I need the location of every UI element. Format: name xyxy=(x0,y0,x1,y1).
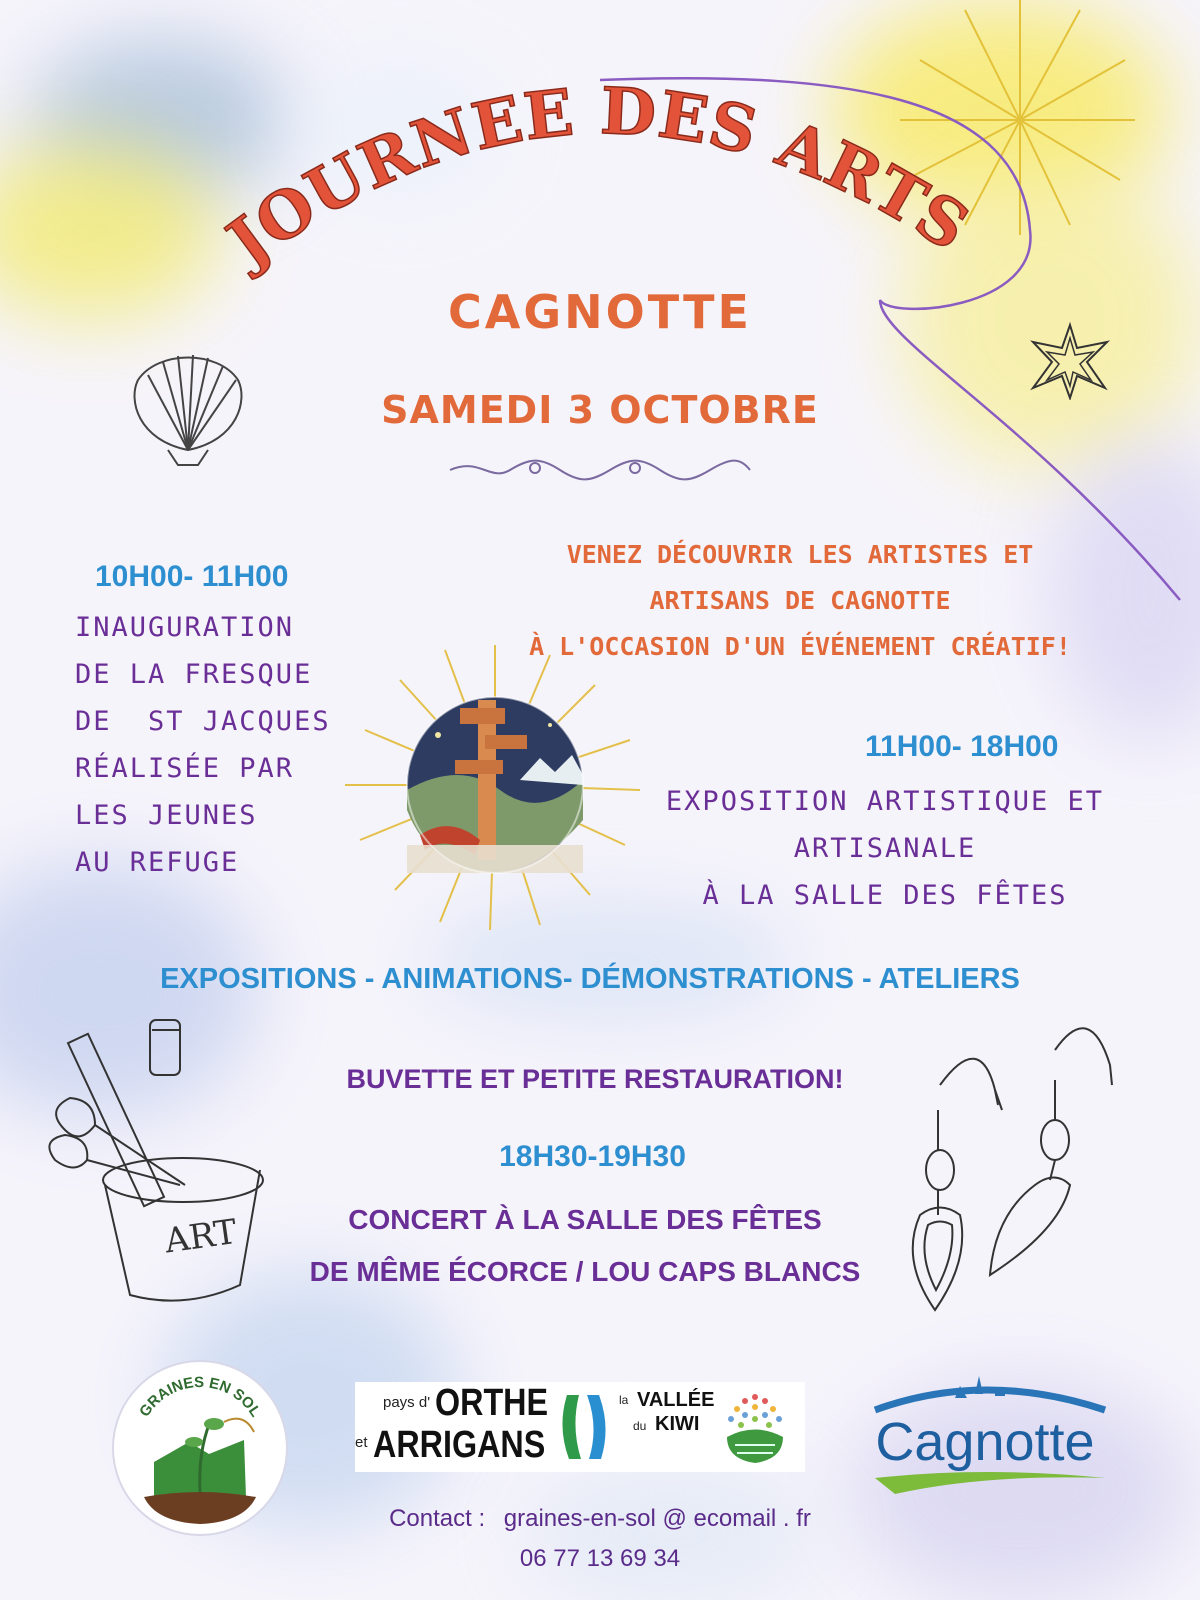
contact-line xyxy=(0,1505,1200,1533)
slot1-time: 10H00- 11H00 xyxy=(95,560,289,593)
partner-logos-strip xyxy=(355,1382,805,1472)
mural-medallion xyxy=(340,640,650,930)
kiwi-la: la xyxy=(619,1393,629,1407)
kiwi-vallee: VALLÉE xyxy=(637,1389,715,1411)
kiwi-du: du xyxy=(633,1419,647,1433)
slot1-description xyxy=(75,604,331,886)
buvette-text: BUVETTE ET PETITE RESTAURATION! xyxy=(346,1064,844,1094)
slot2-line: ARTISANALE xyxy=(793,833,977,864)
slot3-line: DE MÊME ÉCORCE / LOU CAPS BLANCS xyxy=(309,1256,861,1287)
orthe-pays: pays d' xyxy=(383,1394,431,1411)
event-title xyxy=(200,60,990,290)
cagnotte-logo xyxy=(835,1370,1135,1510)
orthe-name: ORTHE xyxy=(435,1382,549,1424)
vallee-kiwi-text xyxy=(615,1387,715,1467)
svg-text:JOURNEE DES ARTS xyxy=(210,74,982,283)
graines-logo-text: GRAINES EN SOL xyxy=(136,1373,264,1421)
kiwi-tree-icon xyxy=(715,1387,795,1467)
city-name: CAGNOTTE xyxy=(448,285,752,339)
orthe-et: et xyxy=(355,1434,368,1451)
slot3-description xyxy=(0,1194,1170,1298)
slot1-line: DE LA FRESQUE xyxy=(75,659,313,690)
contact-label: Contact : xyxy=(389,1505,486,1532)
intro-line: VENEZ DÉCOUVRIR LES ARTISTES ET xyxy=(566,540,1034,569)
art-cup-label: ART xyxy=(162,1211,240,1262)
orthe-emblem-icon xyxy=(555,1387,615,1467)
slot1-line: LES JEUNES xyxy=(75,800,258,831)
slot3-line: CONCERT À LA SALLE DES FÊTES xyxy=(348,1204,822,1235)
contact-email[interactable]: graines-en-sol @ ecomail . fr xyxy=(503,1505,811,1532)
swirl-divider-icon xyxy=(440,452,760,488)
slot1-line: RÉALISÉE PAR xyxy=(75,753,295,784)
slot1-line: AU REFUGE xyxy=(75,847,240,878)
kiwi-kiwi: KIWI xyxy=(655,1413,700,1435)
slot2-line: EXPOSITION ARTISTIQUE ET xyxy=(665,786,1105,817)
slot1-line: INAUGURATION xyxy=(75,612,295,643)
slot2-line: À LA SALLE DES FÊTES xyxy=(702,880,1068,911)
activities-banner: EXPOSITIONS - ANIMATIONS- DÉMONSTRATIONS - ATELIERS xyxy=(160,963,1020,995)
orthe-arrigans: ARRIGANS xyxy=(373,1424,546,1466)
cagnotte-logo-graphic xyxy=(835,1370,1135,1510)
slot2-description xyxy=(640,778,1130,919)
event-date: SAMEDI 3 OCTOBRE xyxy=(381,388,819,432)
orthe-arrigans-logo xyxy=(355,1382,555,1472)
cagnotte-logo-text: Cagnotte xyxy=(875,1412,1095,1472)
slot1-line: DE ST JACQUES xyxy=(75,706,331,737)
slot2-time: 11H00- 18H00 xyxy=(865,730,1059,763)
intro-line: À L'OCCASION D'UN ÉVÉNEMENT CRÉATIF! xyxy=(529,632,1071,661)
slot3-time: 18H30-19H30 xyxy=(499,1140,686,1173)
contact-phone[interactable]: 06 77 13 69 34 xyxy=(519,1545,681,1572)
title-text: JOURNEE DES ARTS xyxy=(214,73,983,281)
intro-line: ARTISANS DE CAGNOTTE xyxy=(649,586,951,615)
svg-text:GRAINES EN SOL xyxy=(136,1374,264,1420)
